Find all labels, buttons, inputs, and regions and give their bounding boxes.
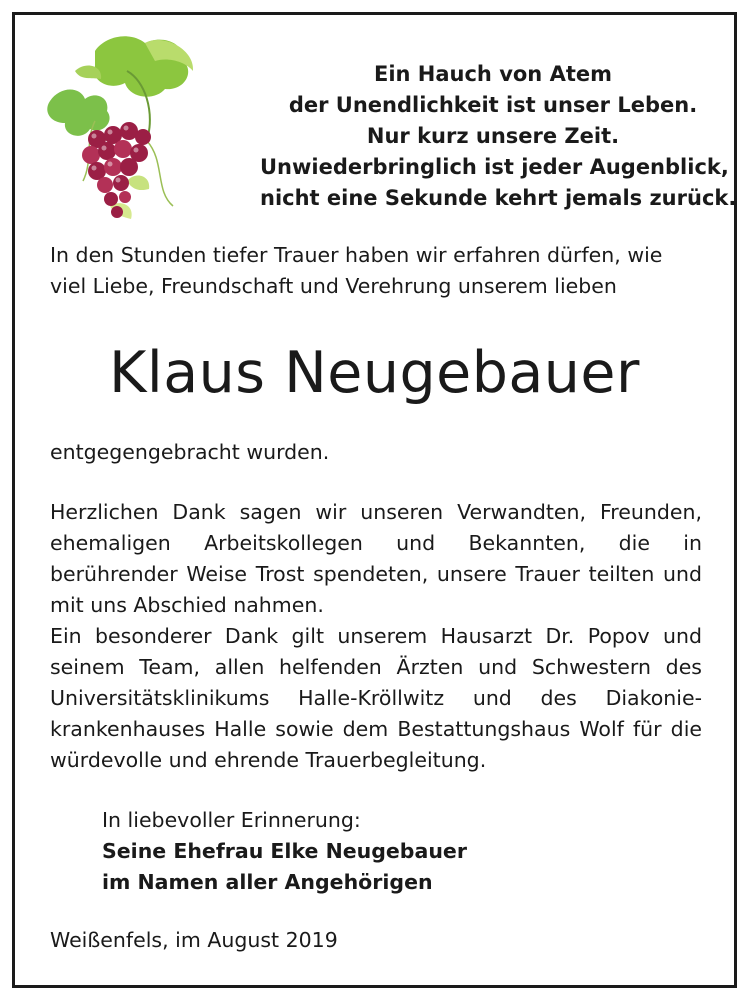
memorial-poem: [260, 59, 737, 214]
thanks-paragraph: Herzlichen Dank sagen wir unseren Verwandten, Freunden, ehemaligen Arbeitskollegen und Bekannten, die in berührender Weise Trost spendeten, unsere Trauer teilten und mit uns Abschied nahmen.: [50, 500, 702, 617]
poem-line: nicht eine Sekunde kehrt jemals zurück.: [260, 186, 737, 210]
vine-leaves: [47, 36, 193, 219]
signature-block: [102, 805, 467, 898]
place-date: Weißenfels, im August 2019: [50, 928, 338, 952]
after-name-text: entgegengebracht wurden.: [50, 440, 330, 464]
intro-text: In den Stunden tiefer Trauer haben wir erfahren dürfen, wie viel Liebe, Freundschaft und Verehrung unserem lieben: [50, 243, 663, 298]
special-thanks-paragraph: Ein besonderer Dank gilt unserem Hausarzt Dr. Popov und seinem Team, allen helfenden Ärzten und Schwestern des Universitätsklinikums Halle-Kröllwitz und des Diakonie-krankenhauses Halle sowie dem Bestattungshaus Wolf für die würdevolle und ehrende Trauerbegleitung.: [50, 624, 702, 772]
signature-intro: In liebevoller Erinnerung:: [102, 808, 361, 832]
obituary-notice: [12, 12, 737, 988]
deceased-name: Klaus Neugebauer: [109, 340, 640, 406]
poem-line: Unwiederbringlich ist jeder Augenblick,: [260, 155, 729, 179]
poem-line: der Unendlichkeit ist unser Leben.: [288, 93, 698, 117]
signature-name: Seine Ehefrau Elke Neugebauer: [102, 839, 467, 863]
poem-line: Ein Hauch von Atem: [373, 62, 612, 86]
grape-vine-illustration: [35, 31, 215, 241]
poem-line: Nur kurz unsere Zeit.: [366, 124, 620, 148]
signature-relatives: im Namen aller Angehörigen: [102, 870, 433, 894]
